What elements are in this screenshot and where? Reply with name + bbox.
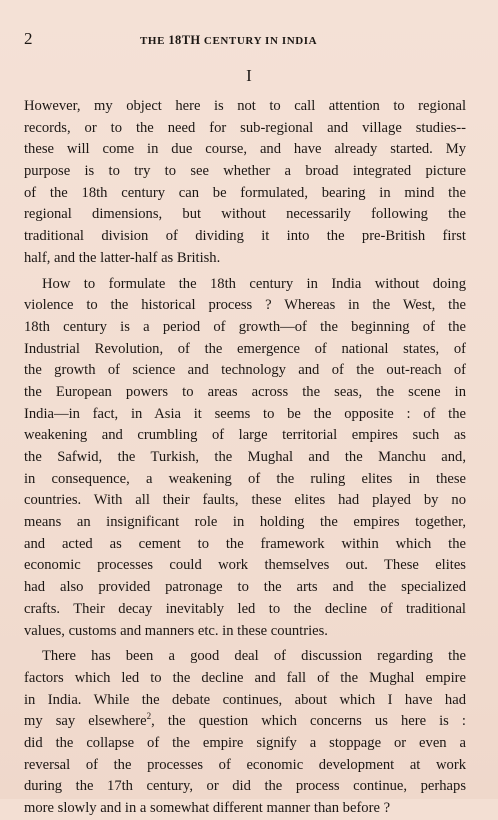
text-line: the growth of science and technology and of the out-reach of <box>24 362 466 379</box>
text-line: in India. While the debate continues, about which I have had <box>24 691 466 708</box>
text-line-with-footnote <box>24 711 466 733</box>
text-line: and acted as cement to the framework within which the <box>24 535 466 552</box>
text-line: regional dimensions, but without necessarily following the <box>24 206 466 223</box>
text-line: more slowly and in a somewhat different manner than before ? <box>24 800 391 816</box>
paragraph-3 <box>24 646 466 820</box>
text-line: values, customs and manners etc. in these countries. <box>24 622 328 639</box>
text-line: India—in fact, in Asia it seems to be the opposite : of the <box>24 405 466 422</box>
text-line: How to formulate the 18th century in India without doing <box>42 275 466 292</box>
text-line: traditional division of dividing it into the pre-British first <box>24 228 466 245</box>
text-line: 18th century is a period of growth—of the beginning of the <box>24 318 466 335</box>
text-line: the European powers to areas across the seas, the scene in <box>24 383 466 400</box>
text-line: during the 17th century, or did the process continue, perhaps <box>24 778 466 795</box>
text-line: half, and the latter-half as British. <box>24 249 221 266</box>
text-line: had also provided patronage to the arts and the specialized <box>24 579 466 596</box>
running-head-pre: THE <box>140 35 169 47</box>
text-fragment: my say elsewhere <box>24 713 147 730</box>
text-line: crafts. Their decay inevitably led to the decline of traditional <box>24 600 466 617</box>
page-header <box>0 28 498 50</box>
section-numeral: I <box>246 66 252 85</box>
running-head <box>140 30 317 51</box>
text-line: did the collapse of the empire signify a stoppage or even a <box>24 734 466 751</box>
text-line: factors which led to the decline and fall of the Mughal empire <box>24 669 466 686</box>
text-line: means an insignificant role in holding the empires together, <box>24 514 466 531</box>
paragraph-1 <box>24 96 466 270</box>
body-text <box>24 96 466 820</box>
text-line: reversal of the processes of economic development at work <box>24 756 466 773</box>
running-head-post: CENTURY IN INDIA <box>200 35 318 47</box>
text-line: of the 18th century can be formulated, bearing in mind the <box>24 184 466 201</box>
text-line: records, or to the need for sub-regional and village studies-- <box>24 119 466 136</box>
text-line: Industrial Revolution, of the emergence of national states, of <box>24 340 466 357</box>
text-line: these will come in due course, and have already started. My <box>24 141 466 158</box>
text-line: There has been a good deal of discussion regarding the <box>42 648 466 665</box>
text-line: weakening and crumbling of large territorial empires such as <box>24 427 466 444</box>
text-line: violence to the historical process ? Whereas in the West, the <box>24 297 466 314</box>
text-line: the Safwid, the Turkish, the Mughal and the Manchu and, <box>24 449 466 465</box>
text-line: purpose is to try to see whether a broad integrated picture <box>24 163 466 180</box>
page-number: 2 <box>24 29 33 48</box>
text-fragment: , the question which concerns us here is : <box>151 713 466 730</box>
text-line: countries. With all their faults, these elites had played by no <box>24 492 466 509</box>
footnote-marker[interactable]: 2 <box>146 711 152 722</box>
text-line: in consequence, a weakening of the ruling elites in these <box>24 470 466 487</box>
text-line: economic processes could work themselves out. These elites <box>24 557 466 574</box>
text-line: However, my object here is not to call attention to regional <box>24 98 466 114</box>
running-head-number: 18TH <box>168 33 201 47</box>
paragraph-2 <box>24 274 466 643</box>
